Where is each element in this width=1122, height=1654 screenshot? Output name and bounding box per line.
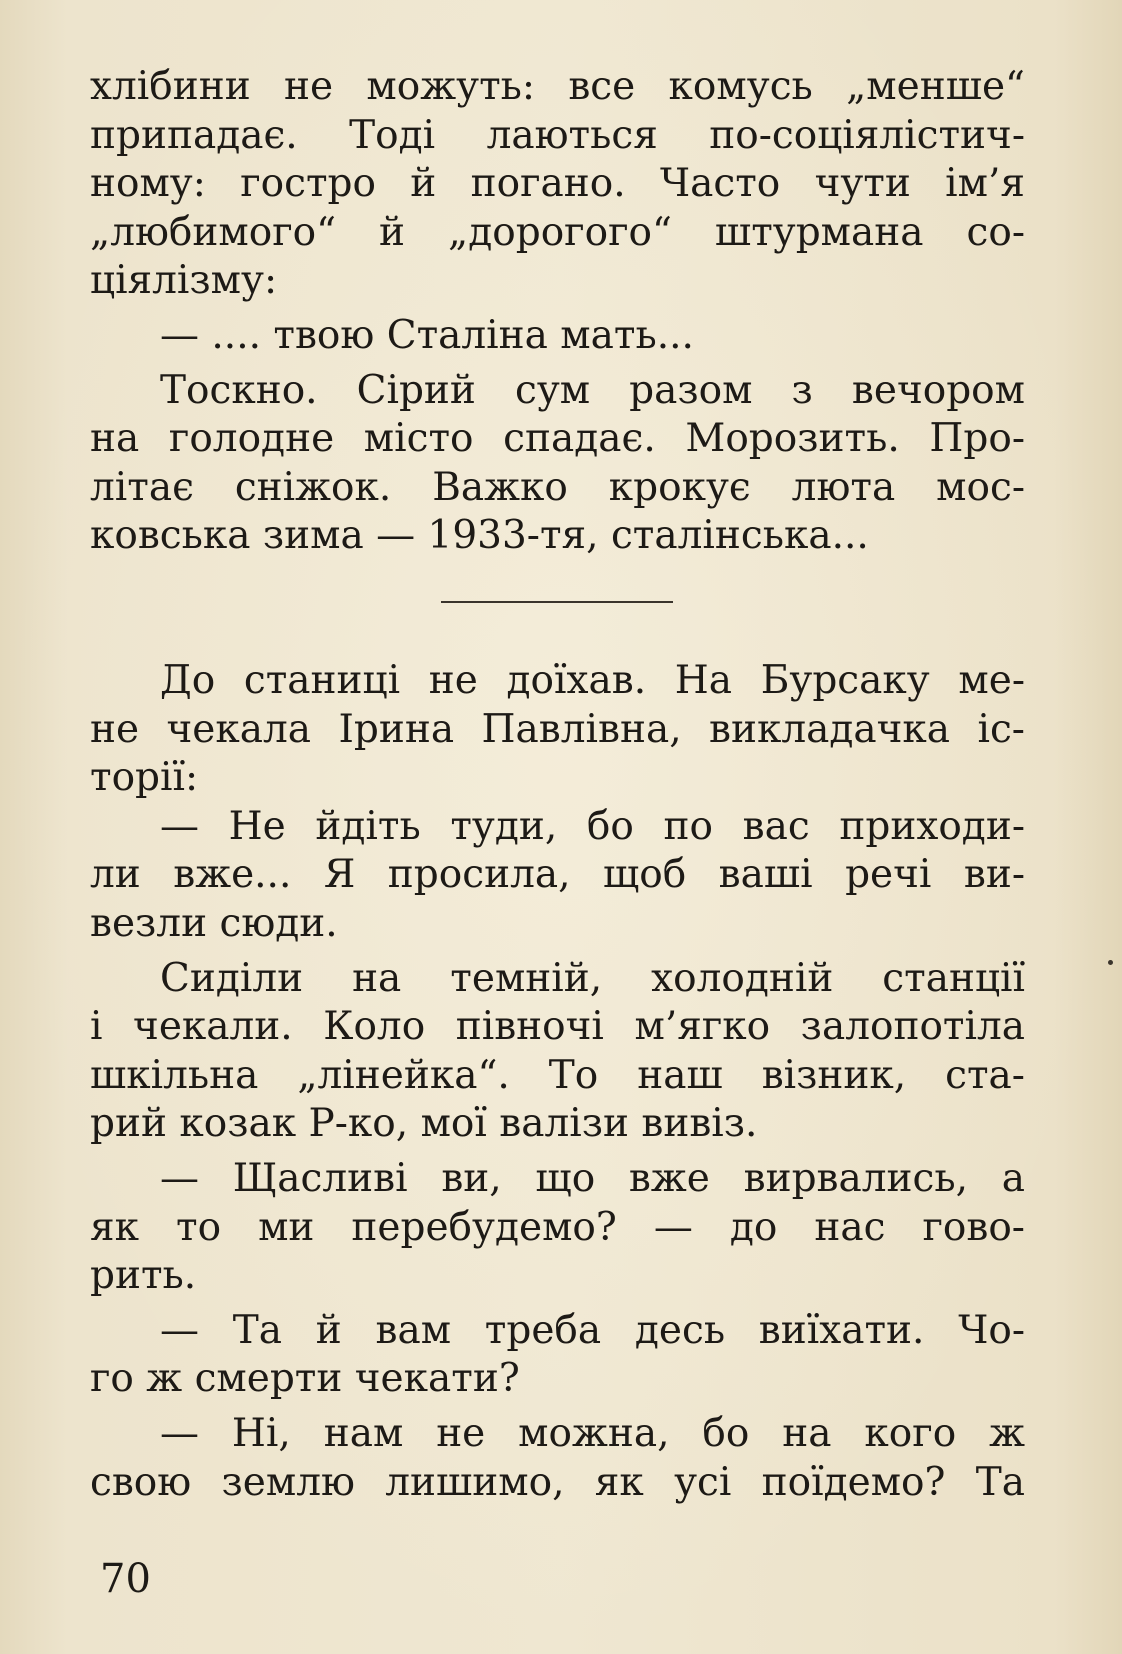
text-line: рий козак Р-ко, мої валізи вивіз. <box>90 1101 758 1147</box>
text-line: торії: <box>90 755 199 801</box>
print-speck <box>1108 960 1113 965</box>
text-line: везли сюди. <box>90 900 338 946</box>
text-line: — Щасливі ви, що вже вирвались, а <box>160 1155 1025 1201</box>
text-line: припадає. Тоді лаються по-соціялістич- <box>90 112 1025 158</box>
text-line: До станиці не доїхав. На Бурсаку ме- <box>160 658 1025 703</box>
text-line: на голодне місто спадає. Морозить. Про- <box>90 416 1025 462</box>
text-line: рить. <box>90 1253 197 1299</box>
text-line: шкільна „лінейка“. То наш візник, ста- <box>90 1052 1025 1098</box>
text-line: ковська зима — 1933-тя, сталінська... <box>90 513 869 559</box>
text-line: Сиділи на темній, холодній станції <box>160 955 1025 1001</box>
text-line: хлібини не можуть: все комусь „менше“ <box>90 64 1025 109</box>
text-line: Тоскно. Сірий сум разом з вечором <box>160 367 1025 413</box>
text-line: — Та й вам треба десь виїхати. Чо- <box>160 1307 1025 1353</box>
text-line: — .... твою Сталіна мать... <box>160 312 694 358</box>
text-line: ному: гостро й погано. Часто чути ім’я <box>90 161 1025 207</box>
text-line: ціялізму: <box>90 258 278 304</box>
text-block-bottom <box>90 657 1025 1507</box>
text-block-top <box>90 63 1025 561</box>
section-divider <box>441 601 673 603</box>
page-number: 70 <box>100 1556 151 1602</box>
text-line: як то ми перебудемо? — до нас гово- <box>90 1204 1025 1250</box>
text-line: ли вже... Я просила, щоб ваші речі ви- <box>90 852 1025 898</box>
text-line: літає сніжок. Важко крокує люта мос- <box>90 464 1025 510</box>
text-line: і чекали. Коло півночі м’ягко залопотіла <box>90 1004 1025 1050</box>
text-line: го ж смерти чекати? <box>90 1356 520 1402</box>
text-line: свою землю лишимо, як усі поїдемо? Та <box>90 1459 1025 1505</box>
text-line: — Ні, нам не можна, бо на кого ж <box>160 1410 1025 1456</box>
text-line: не чекала Ірина Павлівна, викладачка іс- <box>90 706 1025 752</box>
text-line: — Не йдіть туди, бо по вас приходи- <box>160 803 1025 849</box>
text-line: „любимого“ й „дорогого“ штурмана со- <box>90 209 1025 255</box>
